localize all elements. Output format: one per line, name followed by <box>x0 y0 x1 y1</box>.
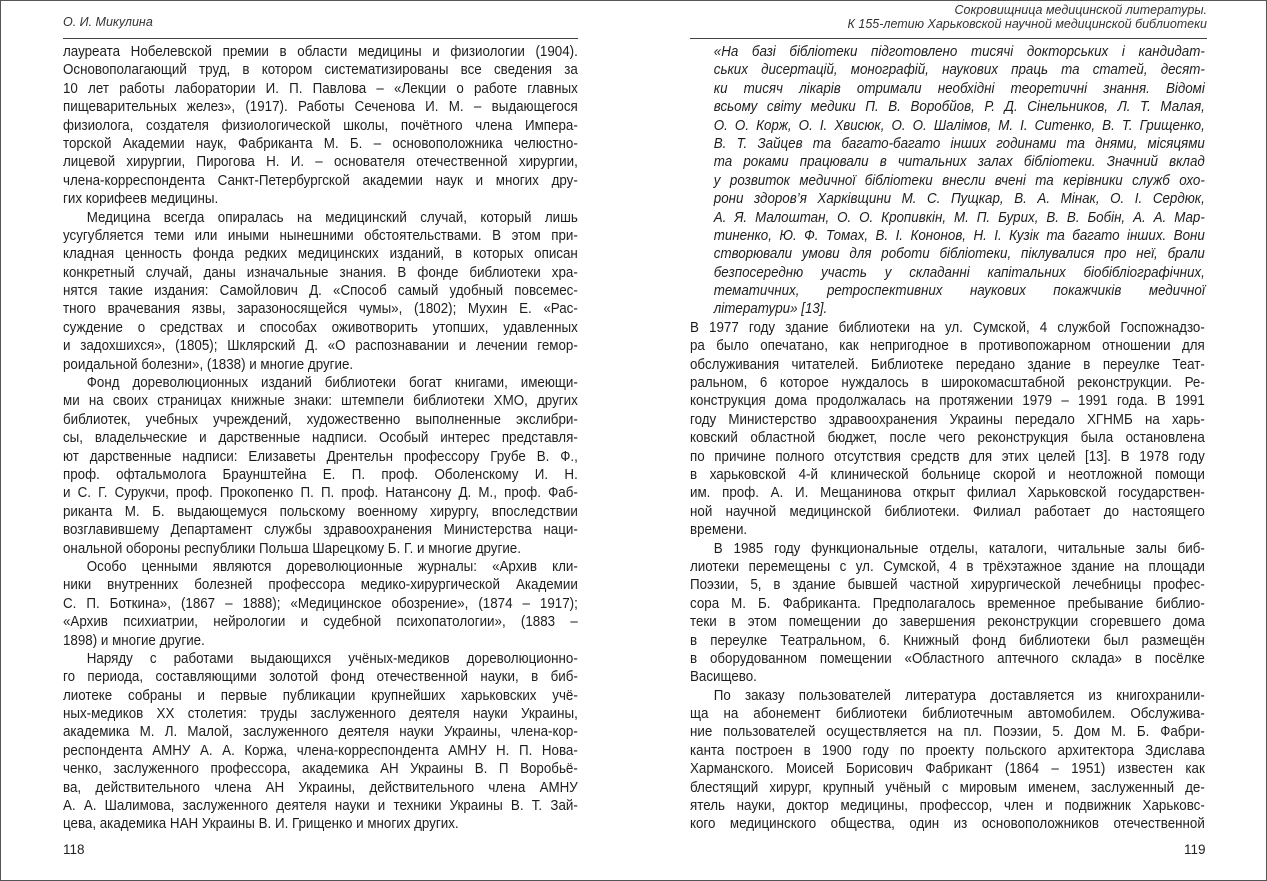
text-line: нятся такие издания: Самойлович Д. «Способ самый удобный повсемес- <box>63 282 578 300</box>
text-line: «Архив психиатрии, нейрологии и судебной психопатологии», (1883 – <box>63 613 578 631</box>
text-line: тного врачевания язвы, заразоносящейся чумы», (1802); Мухин Е. «Рас- <box>63 300 578 318</box>
text-line: безпосередню участь у складанні капітальних біобібліографічних, <box>713 263 1205 281</box>
paragraph <box>690 319 1205 540</box>
text-line: у розвиток медичної бібліотеки внесли вчені та керівники служб охо- <box>713 171 1205 189</box>
text-line: Особо ценными являются дореволюционные журналы: «Архив кли- <box>86 557 578 575</box>
text-line: году Министерство здравоохранения Украины передало ХГНМБ на харь- <box>690 410 1205 428</box>
text-line: По заказу пользователей литература доставляется из книгохранили- <box>713 686 1205 704</box>
text-line: тиненко, Ю. Ф. Томах, В. І. Кононов, Н. І. Кузік та багато інших. Вони <box>713 226 1205 244</box>
text-line: В 1985 году функциональные отделы, каталоги, читальные залы биб- <box>713 539 1205 557</box>
text-line: и задохшихся», (1805); Шклярский Д. «О распознавании и лечении гемор- <box>63 337 578 355</box>
text-line: ковский областной бюджет, после чего реконструкция была остановлена <box>690 429 1205 447</box>
text-line: О. О. Корж, О. І. Хвисюк, О. О. Шалімов, М. І. Ситенко, В. Т. Грищенко, <box>713 116 1205 134</box>
text-line: ських дисертацій, монографій, наукових праць та статей, десят- <box>713 61 1205 79</box>
text-line: лиотеке собраны и первые публикации крупнейших харьковских учё- <box>63 686 578 704</box>
text-line: ники внутренних болезней профессора медико-хирургической Академии <box>63 576 578 594</box>
text-line: ют дарственные надписи: Елизаветы Дрентельн профессору Грубе В. Ф., <box>63 447 578 465</box>
text-line: рони здоров’я Харківщини М. С. Пущкар, В. А. Мінак, О. І. Сердюк, <box>713 190 1205 208</box>
text-line: Васищево. <box>690 668 757 686</box>
text-line: канта построен в 1900 году по проекту польского архитектора Здислава <box>690 741 1205 759</box>
text-line: ние пользователей осуществляется на пл. Поэзии, 5. Дом М. Б. Фабри- <box>690 723 1205 741</box>
running-head-right-line1: Сокровищница медицинской литературы. <box>954 3 1207 17</box>
page-number-right: 119 <box>1184 842 1206 857</box>
text-line: Медицина всегда опиралась на медицинский случай, который лишь <box>86 208 578 226</box>
text-line: створювали умови для роботи бібліотеки, піклувалися про неї, брали <box>713 245 1205 263</box>
text-line: академика М. Л. Малой, заслуженного деятеля науки Украины, члена-кор- <box>63 723 578 741</box>
text-line: ной научной медицинской библиотеки. Филиал работает до настоящего <box>690 502 1205 520</box>
text-line: в переулке Театральном, 6. Книжный фонд библиотеки был размещён <box>690 631 1205 649</box>
text-line: в харьковской 4-й клинической больнице скорой и неотложной помощи <box>690 465 1205 483</box>
right-page-paragraphs <box>690 319 1205 834</box>
text-line: лиотеки перемещены с ул. Сумской, 4 в трёхэтажное здание на площади <box>690 557 1205 575</box>
block-quote <box>690 43 1205 319</box>
text-line: ральном, 6 которое нуждалось в широкомасштабной реконструкции. Ре- <box>690 374 1205 392</box>
running-head-left: О. И. Микулина <box>63 15 153 29</box>
text-line: та роками працювали в читальних залах бібліотеки. Значний вклад <box>713 153 1205 171</box>
text-line: цева, академика НАН Украины В. И. Грищенко и многих других. <box>63 815 459 833</box>
text-line: ятель науки, доктор медицины, профессор, член и подвижник Харьковс- <box>690 797 1205 815</box>
text-line: кого медицинского общества, один из основоположников отечественной <box>690 815 1205 833</box>
header-rule-right <box>690 38 1207 39</box>
text-line: А. А. Шалимова, заслуженного деятеля науки и техники Украины В. Т. Зай- <box>63 797 578 815</box>
text-line: ща на абонемент библиотеки библиотечным автомобилем. Обслужива- <box>690 705 1205 723</box>
text-line: риканта М. Б. выдающемуся польскому военному хирургу, впоследствии <box>63 502 578 520</box>
text-line: ки тисяч лікарів отримали необхідні теоретичні знання. Відомі <box>713 79 1205 97</box>
text-line: и С. Г. Сурукчи, проф. Прокопенко П. П. проф. Натансону Д. М., проф. Фаб- <box>63 484 578 502</box>
text-line: им. проф. А. И. Мещанинова открыт филиал Харьковской государствен- <box>690 484 1205 502</box>
text-line: лауреата Нобелевской премии в области медицины и физиологии (1904). <box>63 43 578 60</box>
text-line: роидальной болезни», (1838) и многие другие. <box>63 355 354 373</box>
text-line: Фонд дореволюционных изданий библиотеки богат книгами, имеющи- <box>86 374 578 392</box>
text-line: кладная ценность фонда редких медицинских изданий, в которых описан <box>63 245 578 263</box>
text-line: В. Т. Зайцев та багато-багато інших годинами та днями, місяцями <box>713 134 1205 152</box>
text-line: суждение о средствах и способах оживотворить утопших, удавленных <box>63 318 578 336</box>
text-line: 10 лет работы лаборатории И. П. Павлова – «Лекции о работе главных <box>63 79 578 97</box>
text-line: «На базі бібліотеки підготовлено тисячі докторських і кандидат- <box>713 43 1205 60</box>
text-line: усугубляется теми или иными нынешними обстоятельствами. В этом при- <box>63 226 578 244</box>
text-line: Харманского. Моисей Борисович Фабрикант (1864 – 1951) известен как <box>690 760 1205 778</box>
paragraph <box>63 374 578 558</box>
text-line: 1898) и многие другие. <box>63 631 205 649</box>
text-line: сора М. Б. Фабриканта. Предполагалось временное пребывание библио- <box>690 594 1205 612</box>
text-line: проф. офтальмолога Браунштейна Е. П. проф. Оболенскому И. Н. <box>63 465 578 483</box>
text-line: возглавившему Департамент службы здравоохранения Министерства наци- <box>63 521 578 539</box>
text-line: С. П. Боткина», (1867 – 1888); «Медицинское обозрение», (1874 – 1917); <box>63 594 578 612</box>
text-line: пищеварительных желез», (1917). Работы Сеченова И. М. – выдающегося <box>63 98 578 116</box>
text-line: физиолога, создателя физиологической школы, почётного члена Импера- <box>63 116 578 134</box>
text-line: го периода, составляющими золотой фонд отечественной науки, в биб- <box>63 668 578 686</box>
text-line: ра было опечатано, как непригодное в противопожарном отношении для <box>690 337 1205 355</box>
left-page-body <box>63 43 578 834</box>
text-line: блестящий хирург, крупный учёный с мировым именем, заслуженный де- <box>690 778 1205 796</box>
text-line: в оборудованном помещении «Областного аптечного склада» в посёлке <box>690 649 1205 667</box>
running-head-right-line2: К 155-летию Харьковской научной медицинской библиотеки <box>847 17 1207 31</box>
paragraph <box>690 687 1205 834</box>
text-line: члена-корреспондента Санкт-Петербургской академии наук и многих дру- <box>63 171 578 189</box>
text-line: лицевой хирургии, Пирогова Н. И. – основателя отечественной хирургии, <box>63 153 578 171</box>
text-line: конкретный случай, даны изначальные знания. В фонде библиотеки хра- <box>63 263 578 281</box>
text-line: ва, действительного члена АН Украины, действительного члена АМНУ <box>63 778 578 796</box>
text-line: теки в этом помещении до завершения реконструкции сгоревшего дома <box>690 613 1205 631</box>
header-rule-left <box>63 38 578 39</box>
page-number-left: 118 <box>63 842 85 857</box>
text-line: ональной обороны республики Польша Шарецкому Б. Г. и многие другие. <box>63 539 521 557</box>
text-line: ми на своих страницах книжные знаки: штемпели библиотеки ХМО, других <box>63 392 578 410</box>
paragraph <box>63 650 578 834</box>
right-page-body <box>690 43 1205 834</box>
text-line: библиотек, учебных учреждений, художественно выполненные экслибри- <box>63 410 578 428</box>
text-line: ченко, заслуженного профессора, академика АН Украины В. П Воробьё- <box>63 760 578 778</box>
paragraph <box>63 558 578 650</box>
text-line: гих корифеев медицины. <box>63 190 219 208</box>
running-head-right <box>848 3 1207 31</box>
text-line: всьому світу медики П. В. Воробйов, Р. Д. Сінельников, Л. Т. Малая, <box>713 98 1205 116</box>
paragraph <box>63 209 578 375</box>
text-line: респондента АМНУ А. А. Коржа, члена-корреспондента АМНУ Н. П. Нова- <box>63 741 578 759</box>
text-line: В 1977 году здание библиотеки на ул. Сумской, 4 службой Госпожнадзо- <box>690 318 1205 336</box>
text-line: Основополагающий труд, в котором систематизированы все сведения за <box>63 61 578 79</box>
paragraph <box>63 43 578 209</box>
quote-paragraph <box>690 43 1205 319</box>
text-line: Наряду с работами выдающихся учёных-медиков дореволюционно- <box>86 649 578 667</box>
text-line: літератури» [13]. <box>713 300 828 318</box>
text-line: времени. <box>690 521 748 539</box>
text-line: сы, владельческие и дарственные надписи. Особый интерес представля- <box>63 429 578 447</box>
text-line: по причине полного отсутствия средств для этих целей [13]. В 1978 году <box>690 447 1205 465</box>
text-line: А. Я. Малоштан, О. О. Кропивкін, М. П. Бурих, В. В. Бобін, А. А. Мар- <box>713 208 1205 226</box>
paragraph <box>690 540 1205 687</box>
text-line: ных-медиков XX столетия: труды заслуженного деятеля науки Украины, <box>63 705 578 723</box>
text-line: обслуживания читателей. Библиотеке передано здание в переулке Теат- <box>690 355 1205 373</box>
text-line: тематичних, ретроспективних наукових покажчиків медичної <box>713 282 1205 300</box>
text-line: торской Академии наук, Фабриканта М. Б. – основоположника челюстно- <box>63 134 578 152</box>
text-line: конструкция дома продолжалась на протяжении 1979 – 1991 года. В 1991 <box>690 392 1205 410</box>
text-line: Поэзии, 5, в здание бывшей частной хирургической лечебницы профес- <box>690 576 1205 594</box>
